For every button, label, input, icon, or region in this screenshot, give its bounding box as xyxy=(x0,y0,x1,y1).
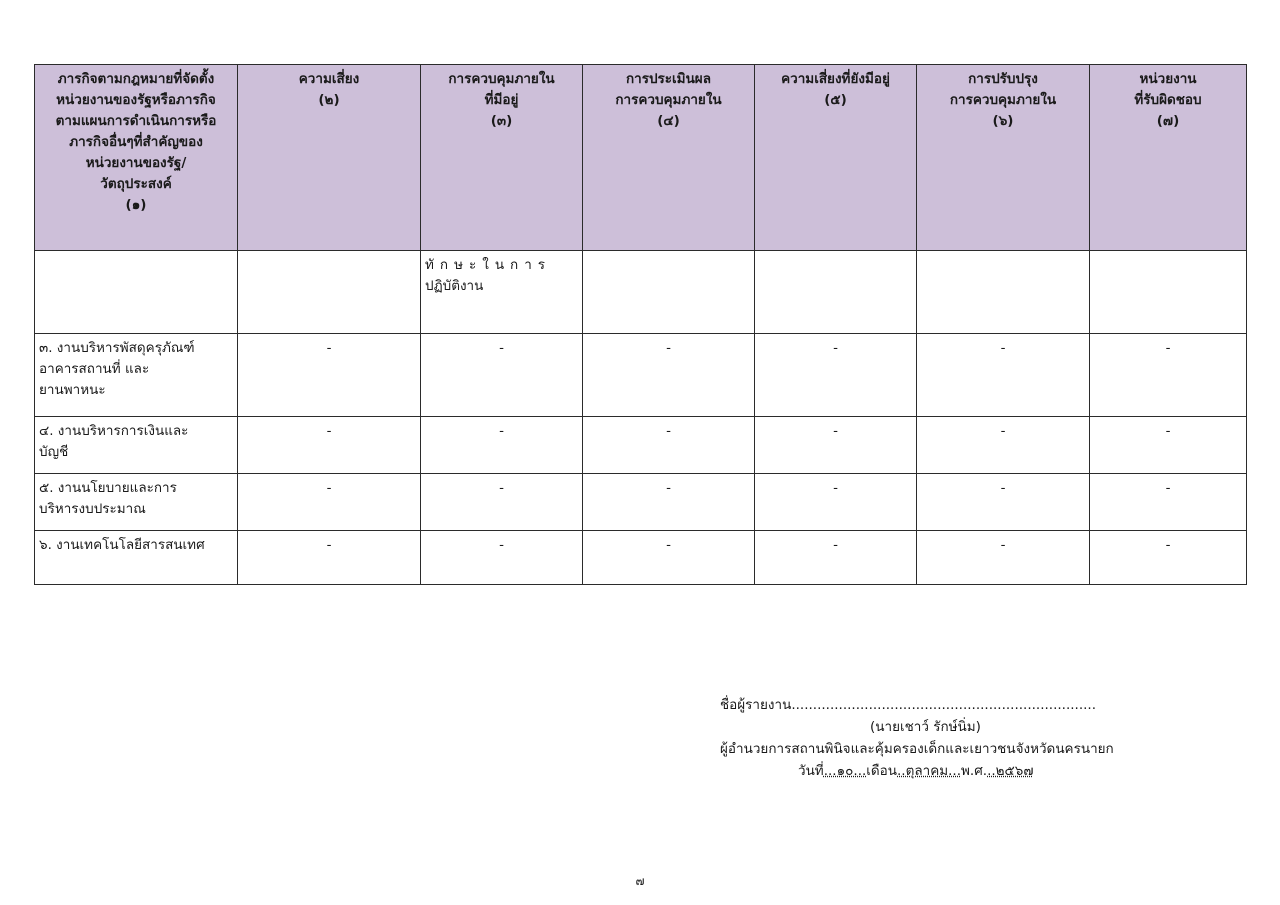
improvement-cell: - xyxy=(917,531,1090,585)
header-control-improvement: การปรับปรุง การควบคุมภายใน (๖) xyxy=(917,65,1090,251)
header-control-evaluation: การประเมินผล การควบคุมภายใน (๔) xyxy=(583,65,755,251)
evaluation-cell xyxy=(583,251,755,334)
remaining-risk-cell: - xyxy=(755,531,917,585)
table-row xyxy=(35,531,1247,585)
improvement-cell: - xyxy=(917,417,1090,474)
remaining-risk-cell: - xyxy=(755,474,917,531)
improvement-cell xyxy=(917,251,1090,334)
table-row xyxy=(35,474,1247,531)
table-row xyxy=(35,334,1247,417)
page-number: ๗ xyxy=(635,874,645,888)
risk-assessment-table xyxy=(34,64,1247,585)
evaluation-cell: - xyxy=(583,531,755,585)
header-existing-control: การควบคุมภายใน ที่มีอยู่ (๓) xyxy=(421,65,583,251)
improvement-cell: - xyxy=(917,334,1090,417)
reporter-label: ชื่อผู้รายงาน....................................................................... xyxy=(720,697,1097,713)
risk-cell xyxy=(238,251,421,334)
existing-control-cell: - xyxy=(421,334,583,417)
responsible-cell: - xyxy=(1090,417,1247,474)
mission-cell: ๕. งานนโยบายและการ บริหารงบประมาณ xyxy=(35,474,238,531)
existing-control-cell: - xyxy=(421,417,583,474)
evaluation-cell: - xyxy=(583,417,755,474)
mission-cell: ๔. งานบริหารการเงินและ บัญชี xyxy=(35,417,238,474)
reporter-position: ผู้อำนวยการสถานพินิจและคุ้มครองเด็กและเยาวชนจังหวัดนครนายก xyxy=(720,741,1114,757)
mission-cell xyxy=(35,251,238,334)
risk-cell: - xyxy=(238,474,421,531)
mission-cell: ๓. งานบริหารพัสดุครุภัณฑ์ อาคารสถานที่ และ ยานพาหนะ xyxy=(35,334,238,417)
responsible-cell: - xyxy=(1090,474,1247,531)
risk-cell: - xyxy=(238,531,421,585)
responsible-cell: - xyxy=(1090,334,1247,417)
header-remaining-risk: ความเสี่ยงที่ยังมีอยู่ (๕) xyxy=(755,65,917,251)
existing-control-cell: - xyxy=(421,531,583,585)
table-row xyxy=(35,417,1247,474)
improvement-cell: - xyxy=(917,474,1090,531)
header-responsible-unit: หน่วยงาน ที่รับผิดชอบ (๗) xyxy=(1090,65,1247,251)
table-header-row xyxy=(35,65,1247,251)
header-risk: ความเสี่ยง (๒) xyxy=(238,65,421,251)
signature-block xyxy=(720,694,1220,782)
header-mission: ภารกิจตามกฎหมายที่จัดตั้ง หน่วยงานของรัฐหรือภารกิจ ตามแผนการดำเนินการหรือ ภารกิจอื่นๆที่สำคัญของ หน่วยงานของรัฐ/ วัตถุประสงค์ (๑) xyxy=(35,65,238,251)
table-row xyxy=(35,251,1247,334)
remaining-risk-cell xyxy=(755,251,917,334)
evaluation-cell: - xyxy=(583,334,755,417)
responsible-cell xyxy=(1090,251,1247,334)
evaluation-cell: - xyxy=(583,474,755,531)
responsible-cell: - xyxy=(1090,531,1247,585)
report-date: วันที่...๑๐...เดือน..ตุลาคม...พ.ศ...๒๕๖๗ xyxy=(798,763,1034,779)
remaining-risk-cell: - xyxy=(755,334,917,417)
mission-cell: ๖. งานเทคโนโลยีสารสนเทศ xyxy=(35,531,238,585)
risk-cell: - xyxy=(238,417,421,474)
existing-control-cell: ทักษะในการ ปฏิบัติงาน xyxy=(421,251,583,334)
reporter-name: (นายเชาว์ รักษ์นิ่ม) xyxy=(870,719,981,735)
risk-cell: - xyxy=(238,334,421,417)
existing-control-cell: - xyxy=(421,474,583,531)
remaining-risk-cell: - xyxy=(755,417,917,474)
